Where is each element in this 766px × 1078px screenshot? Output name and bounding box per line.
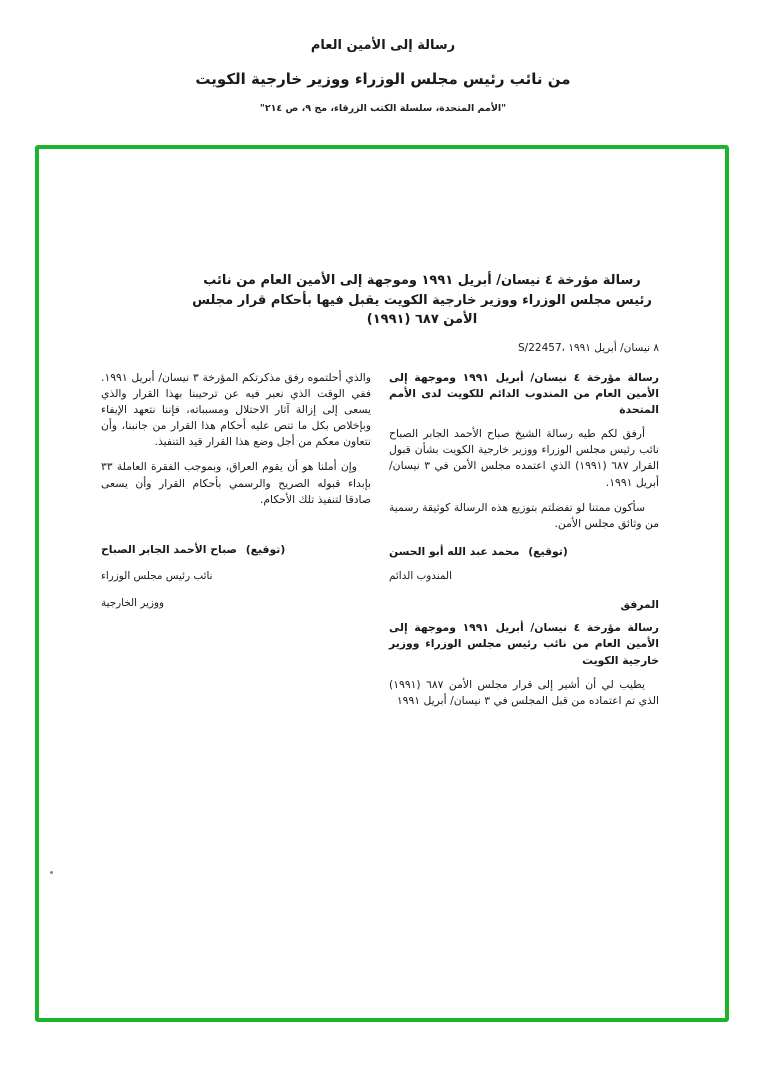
signature-name: صباح الأحمد الجابر الصباح <box>101 543 237 556</box>
document-columns <box>101 370 659 719</box>
header-title: رسالة إلى الأمين العام <box>310 38 456 53</box>
column-left <box>101 370 371 719</box>
scan-speck <box>50 871 53 874</box>
header-source-note: "الأمم المتحدة، سلسلة الكتب الزرقاء، مج ٩، ص ٢١٤" <box>259 103 507 114</box>
page-header <box>0 38 766 114</box>
document-frame <box>35 145 729 1022</box>
signature-block-permanent-representative <box>389 544 657 585</box>
continuation-paragraph-2: وإن أملنا هو أن يقوم العراق، وبموجب الفقرة العاملة ٣٣ بإبداء قبوله الصريح والرسمي بأحكام القرار وأن يسعى صادقا لتنفيذ تلك الأحكام. <box>101 460 371 506</box>
signature-name: محمد عبد الله أبو الحسن <box>389 545 520 559</box>
signature-line <box>389 544 657 560</box>
annex-label: المرفق <box>620 597 659 611</box>
document-reference-line <box>101 342 659 354</box>
header-subtitle: من نائب رئيس مجلس الوزراء ووزير خارجية الكويت <box>195 70 571 88</box>
signature-line <box>101 542 369 558</box>
signature-title-2: ووزير الخارجية <box>101 596 165 609</box>
signature-title: المندوب الدائم <box>389 570 452 583</box>
letter-paragraph-1: أرفق لكم طيه رسالة الشيخ صباح الأحمد الجابر الصباح نائب رئيس مجلس الوزراء ووزير خارجية الكويت بشأن قبول القرار ٦٨٧ (١٩٩١) الذي اعتمده مجلس الأمن في ٣ نيسان/ أبريل ١٩٩١. <box>389 427 660 489</box>
signature-title-1: نائب رئيس مجلس الوزراء <box>101 570 213 583</box>
annex-paragraph: يطيب لي أن أشير إلى قرار مجلس الأمن ٦٨٧ (١٩٩١) الذي تم اعتماده من قبل المجلس في ٣ نيسان/ أبريل ١٩٩١ <box>389 677 659 707</box>
signature-label: (توقيع) <box>528 545 568 559</box>
document-title: رسالة مؤرخة ٤ نيسان/ أبريل ١٩٩١ وموجهة إلى الأمين العام من نائب رئيس مجلس الوزراء ووزير خارجية الكويت يقبل فيها بأحكام قرار مجلس الأمن ٦٨٧ (١٩٩١) <box>192 273 652 327</box>
continuation-paragraph-1: والذي أحلتموه رفق مذكرتكم المؤرخة ٣ نيسان/ أبريل ١٩٩١. ففي الوقت الذي نعبر فيه عن ترحيبنا بهذا القرار والذي يسعى إلى إزالة آثار الاحتلال ومسبباته، فإننا نتعهد الإيفاء وبإخلاص بكل ما تنص عليه أحكام هذا القرار من جانبنا، وأن نتعاون معكم من أجل وضع هذا القرار قيد التنفيذ. <box>101 370 371 449</box>
document-reference: S/22457، ٨ نيسان/ أبريل ١٩٩١ <box>518 341 659 354</box>
signature-block-minister <box>101 542 369 611</box>
column-right <box>389 370 659 719</box>
annex-heading: رسالة مؤرخة ٤ نيسان/ أبريل ١٩٩١ وموجهة إلى الأمين العام من نائب رئيس مجلس الوزراء ووزير خارجية الكويت <box>389 621 659 667</box>
letter-heading: رسالة مؤرخة ٤ نيسان/ أبريل ١٩٩١ وموجهة إلى الأمين العام من المندوب الدائم للكويت لدى الأمم المتحدة <box>389 370 659 416</box>
signature-label: (توقيع) <box>245 543 286 556</box>
letter-paragraph-2: سأكون ممتنا لو تفضلتم بتوزيع هذه الرسالة كوثيقة رسمية من وثائق مجلس الأمن. <box>389 500 659 530</box>
